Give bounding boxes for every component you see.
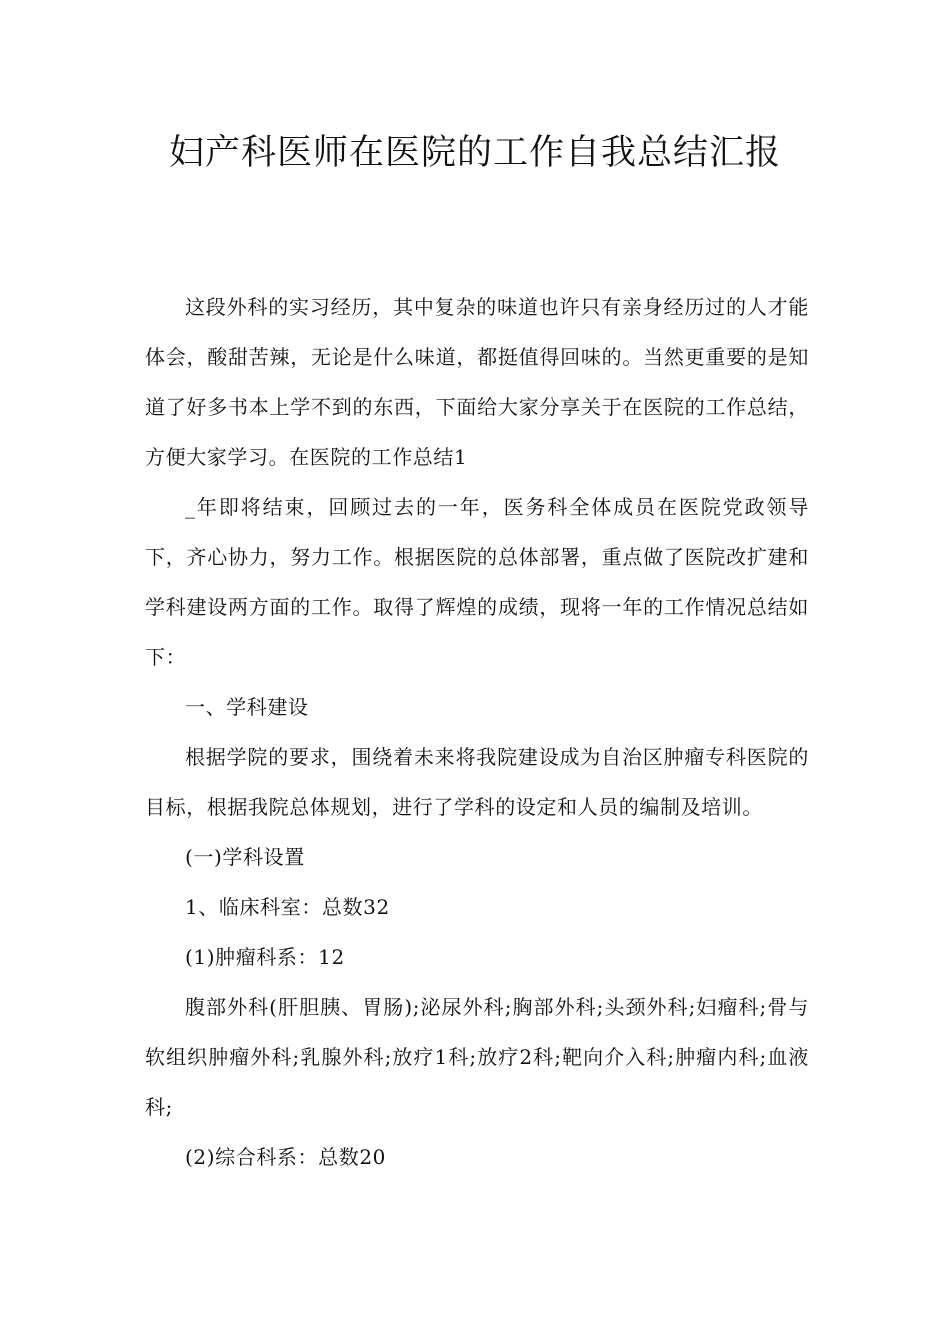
subsection-heading: (一)学科设置 bbox=[185, 845, 305, 869]
list-item-clinical: 1、临床科室：总数32 bbox=[185, 895, 390, 919]
paragraph-intro: 这段外科的实习经历，其中复杂的味道也许只有亲身经历过的人才能体会，酸甜苦辣，无论是什么味道，都挺值得回味的。当然更重要的是知道了好多书本上学不到的东西，下面给大家分享关于在医院的工作总结，方便大家学习。在医院的工作总结1 bbox=[145, 295, 809, 469]
list-item-oncology: (1)肿瘤科系：12 bbox=[185, 945, 345, 969]
document-title: 妇产科医师在医院的工作自我总结汇报 bbox=[168, 133, 781, 173]
paragraph-summary: _年即将结束，回顾过去的一年，医务科全体成员在医院党政领导下，齐心协力，努力工作。根据医院的总体部署，重点做了医院改扩建和学科建设两方面的工作。取得了辉煌的成绩，现将一年的工作情况总结如下： bbox=[145, 495, 809, 669]
paragraph-discipline: 根据学院的要求，围绕着未来将我院建设成为自治区肿瘤专科医院的目标，根据我院总体规划，进行了学科的设定和人员的编制及培训。 bbox=[145, 745, 809, 819]
list-item-general: (2)综合科系：总数20 bbox=[185, 1145, 386, 1169]
document-body bbox=[145, 282, 809, 1182]
paragraph-departments: 腹部外科(肝胆胰、胃肠);泌尿外科;胸部外科;头颈外科;妇瘤科;骨与软组织肿瘤外科;乳腺外科;放疗1科;放疗2科;靶向介入科;肿瘤内科;血液科; bbox=[145, 995, 809, 1119]
section-heading-discipline: 一、学科建设 bbox=[185, 695, 309, 719]
